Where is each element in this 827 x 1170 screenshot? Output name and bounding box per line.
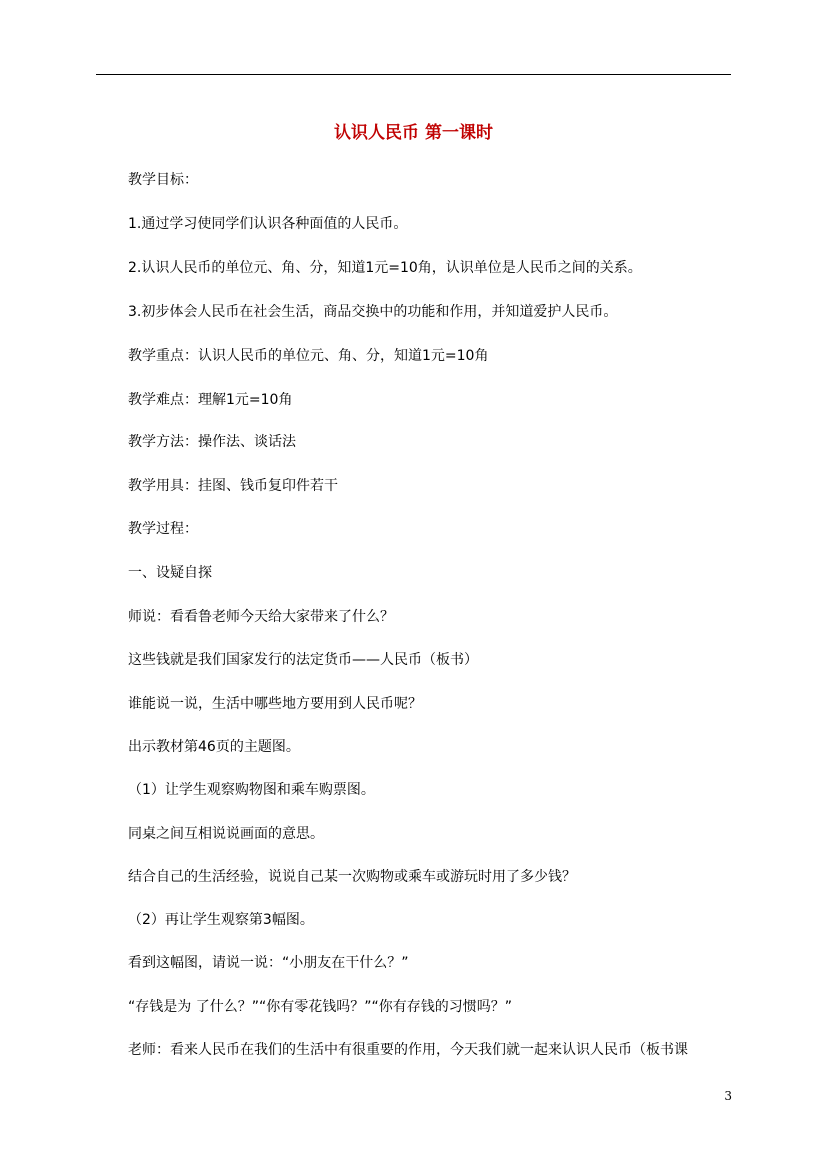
page-number: 3 (724, 1089, 732, 1103)
paragraph-process-heading: 教学过程： (128, 521, 198, 537)
paragraph-show-textbook: 出示教材第46页的主题图。 (128, 739, 300, 755)
paragraph-step-1: （1）让学生观察购物图和乘车购票图。 (128, 782, 375, 798)
paragraph-life-experience: 结合自己的生活经验，说说自己某一次购物或乘车或游玩时用了多少钱？ (128, 869, 576, 885)
paragraph-teacher-says: 师说：看看鲁老师今天给大家带来了什么？ (128, 609, 394, 625)
paragraph-see-picture: 看到这幅图，请说一说：“小朋友在干什么？” (128, 955, 409, 971)
paragraph-who-can-say: 谁能说一说，生活中哪些地方要用到人民币呢？ (128, 696, 422, 712)
paragraph-key-points: 教学重点：认识人民币的单位元、角、分，知道1元=10角 (128, 348, 489, 364)
document-title: 认识人民币 第一课时 (334, 123, 493, 143)
paragraph-saving-questions: “存钱是为 了什么？”“你有零花钱吗？”“你有存钱的习惯吗？” (128, 999, 512, 1015)
paragraph-step-2: （2）再让学生观察第3幅图。 (128, 912, 314, 928)
paragraph-goal-2: 2.认识人民币的单位元、角、分，知道1元=10角，认识单位是人民币之间的关系。 (128, 260, 642, 276)
paragraph-goal-1: 1.通过学习使同学们认识各种面值的人民币。 (128, 216, 408, 232)
paragraph-teaching-methods: 教学方法：操作法、谈话法 (128, 434, 296, 450)
paragraph-goal-3: 3.初步体会人民币在社会生活，商品交换中的功能和作用，并知道爱护人民币。 (128, 304, 618, 320)
header-rule (96, 74, 731, 75)
paragraph-section-1-heading: 一、设疑自探 (128, 565, 212, 581)
paragraph-difficulties: 教学难点：理解1元=10角 (128, 392, 293, 408)
paragraph-deskmates: 同桌之间互相说说画面的意思。 (128, 826, 324, 842)
paragraph-teaching-goals-heading: 教学目标： (128, 172, 198, 188)
paragraph-rmb-intro: 这些钱就是我们国家发行的法定货币——人民币（板书） (128, 652, 478, 668)
paragraph-teaching-tools: 教学用具：挂图、钱币复印件若干 (128, 478, 338, 494)
paragraph-teacher-conclusion: 老师：看来人民币在我们的生活中有很重要的作用，今天我们就一起来认识人民币（板书课 (128, 1042, 688, 1058)
